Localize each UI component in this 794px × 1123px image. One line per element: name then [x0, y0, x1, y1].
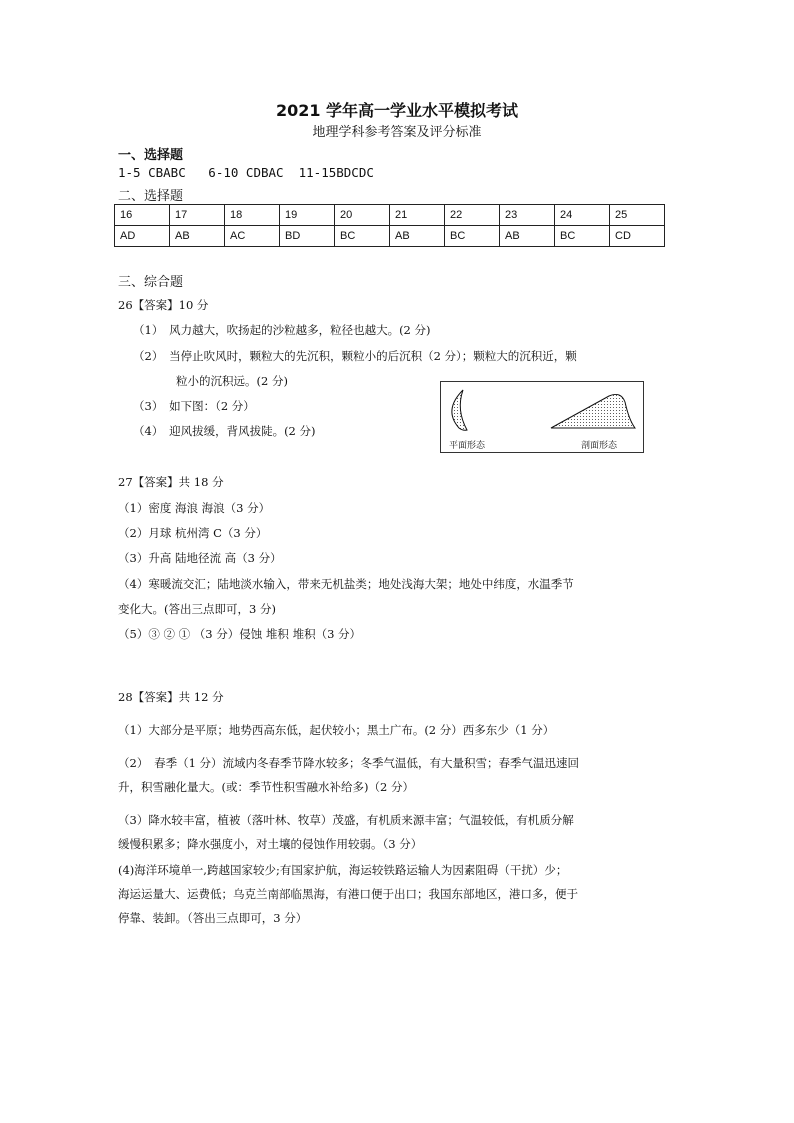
table-cell: AC	[225, 226, 280, 247]
table-cell: AB	[170, 226, 225, 247]
table-cell: BC	[335, 226, 390, 247]
section2-heading: 二、选择题	[118, 189, 184, 204]
q27-line: （4）寒暖流交汇；陆地淡水输入，带来无机盐类；地处浅海大架；地处中纬度，水温季节	[118, 577, 574, 591]
q27-header: 27【答案】共 18 分	[118, 475, 224, 489]
q28-header: 28【答案】共 12 分	[118, 690, 224, 704]
table-cell: 25	[610, 205, 665, 226]
q26-line: （3） 如下图：（2 分）	[133, 399, 255, 413]
figure-label-section: 剖面形态	[581, 440, 618, 450]
table-cell: BD	[280, 226, 335, 247]
table-cell: AD	[115, 226, 170, 247]
table-cell: BC	[555, 226, 610, 247]
q27-line: （3）升高 陆地径流 高（3 分）	[118, 551, 282, 565]
q27-line: （2）月球 杭州湾 C（3 分）	[118, 526, 268, 540]
q27-line: 变化大。(答出三点即可，3 分)	[118, 602, 276, 616]
table-cell: 18	[225, 205, 280, 226]
q26-header: 26【答案】10 分	[118, 298, 209, 312]
table-cell: AB	[500, 226, 555, 247]
table-cell: 19	[280, 205, 335, 226]
answer-table	[114, 204, 665, 247]
q28-line: 海运运量大、运费低；乌克兰南部临黑海，有港口便于出口；我国东部地区，港口多，便于	[118, 887, 578, 901]
barchan-section-shape	[551, 394, 635, 428]
table-cell: 24	[555, 205, 610, 226]
q28-line: (4)海洋环境单一,跨越国家较少;有国家护航，海运较铁路运输人为因素阻碍（干扰）少；	[118, 863, 568, 877]
q27-line: （1）密度 海浪 海浪（3 分）	[118, 501, 271, 515]
table-row-answers	[115, 226, 665, 247]
barchan-plan-shape	[452, 390, 467, 430]
table-cell: AB	[390, 226, 445, 247]
q26-line: （2） 当停止吹风时，颗粒大的先沉积，颗粒小的后沉积（2 分）；颗粒大的沉积近，颗	[133, 349, 577, 363]
q28-line: 缓慢积累多；降水强度小，对土壤的侵蚀作用较弱。（3 分）	[118, 837, 423, 851]
q28-line: （2） 春季（1 分）流域内冬春季节降水较多；冬季气温低，有大量积雪；春季气温迅速回	[118, 756, 580, 770]
table-row-numbers	[115, 205, 665, 226]
page-title: 2021 学年高一学业水平模拟考试	[275, 101, 519, 120]
table-cell: 17	[170, 205, 225, 226]
section1-answers: 1-5 CBABC 6-10 CDBAC 11-15BDCDC	[118, 165, 374, 180]
table-cell: BC	[445, 226, 500, 247]
table-cell: 16	[115, 205, 170, 226]
page-subtitle: 地理学科参考答案及评分标准	[312, 125, 482, 140]
table-cell: 23	[500, 205, 555, 226]
dune-figure	[440, 381, 644, 453]
q28-line: （1）大部分是平原；地势西高东低，起伏较小；黑土广布。(2 分）西多东少（1 分）	[118, 723, 555, 737]
table-cell: 22	[445, 205, 500, 226]
q27-line: （5）③ ② ① （3 分）侵蚀 堆积 堆积（3 分）	[118, 627, 362, 641]
table-cell: 20	[335, 205, 390, 226]
q28-line: 停靠、装卸。（答出三点即可，3 分）	[118, 911, 308, 925]
q28-line: 升，积雪融化量大。(或：季节性积雪融水补给多)（2 分）	[118, 780, 414, 794]
q26-line: 粒小的沉积远。(2 分)	[176, 374, 288, 388]
section1-heading: 一、选择题	[118, 148, 184, 163]
table-cell: 21	[390, 205, 445, 226]
q28-line: （3）降水较丰富，植被（落叶林、牧草）茂盛，有机质来源丰富；气温较低，有机质分解	[118, 813, 574, 827]
section3-heading: 三、综合题	[118, 275, 184, 290]
q26-line: （1） 风力越大，吹扬起的沙粒越多，粒径也越大。(2 分)	[133, 323, 431, 337]
figure-label-plan: 平面形态	[449, 440, 486, 450]
q26-line: （4） 迎风拔缓，背风拔陡。(2 分)	[133, 424, 316, 438]
table-cell: CD	[610, 226, 665, 247]
